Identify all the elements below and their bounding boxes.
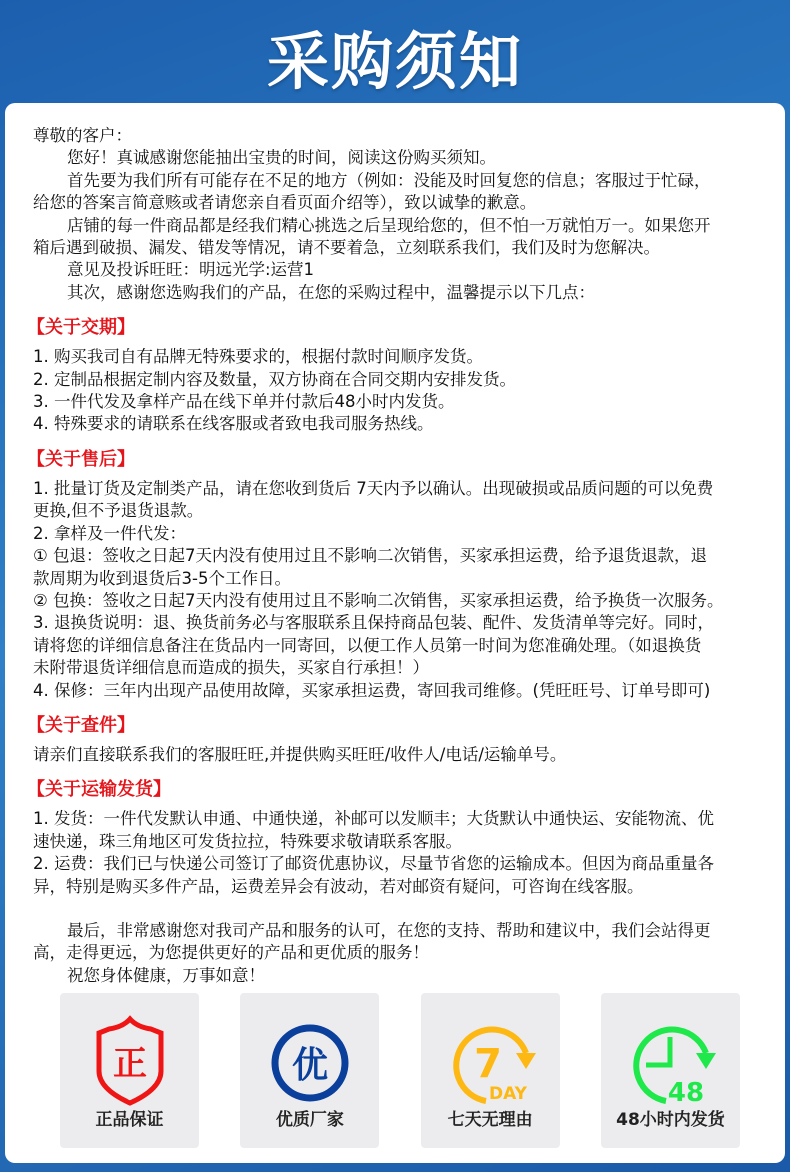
- intro-line: 尊敬的客户：: [33, 126, 132, 145]
- section-line: 速快递，珠三角地区可发货拉拉，特殊要求敬请联系客服。: [33, 831, 462, 851]
- section-line: ① 包退：签收之日起7天内没有使用过且不影响二次销售，买家承担运费，给予退货退款，退: [33, 546, 708, 566]
- day-glyph: DAY: [488, 1084, 527, 1104]
- section-line: 1. 购买我司自有品牌无特殊要求的，根据付款时间顺序发货。: [33, 347, 483, 367]
- badge-quality: [240, 993, 379, 1148]
- badge-label: 正品保证: [95, 1110, 164, 1130]
- intro-line: 其次，感谢您选购我们的产品，在您的采购过程中，温馨提示以下几点：: [67, 282, 595, 302]
- seven-day-icon: [446, 1013, 536, 1108]
- badge-label: 七天无理由: [447, 1110, 533, 1130]
- section-line: 请亲们直接联系我们的客服旺旺,并提供购买旺旺/收件人/电话/运输单号。: [33, 744, 567, 764]
- seven-glyph: 7: [473, 1041, 502, 1087]
- closing-line: 高，走得更远，为您提供更好的产品和更优质的服务！: [33, 943, 429, 963]
- badge-genuine: [60, 993, 199, 1148]
- section-heading: 【关于交期】: [27, 317, 135, 339]
- section-line: 款周期为收到退货后3-5个工作日。: [33, 568, 291, 588]
- badge-seven-day: [421, 993, 560, 1148]
- section-line: 1. 批量订货及定制类产品，请在您收到货后 7天内予以确认。出现破损或品质问题的可以免费: [33, 478, 714, 498]
- section-line: 2. 定制品根据定制内容及数量，双方协商在合同交期内安排发货。: [33, 369, 516, 389]
- section-heading: 【关于查件】: [27, 714, 135, 736]
- shield-glyph: 正: [113, 1044, 147, 1084]
- intro-line: 给您的答案言简意赅或者请您亲自看页面介绍等），致以诚挚的歉意。: [33, 193, 537, 213]
- spacer: [33, 898, 768, 920]
- section-line: 3. 退换货说明：退、换货前务必与客服联系且保持商品包装、配件、发货清单等完好。同时，: [33, 613, 714, 633]
- section-line: 2. 拿样及一件代发：: [33, 523, 186, 543]
- intro-line: 箱后遇到破损、漏发、错发等情况，请不要着急，立刻联系我们，我们及时为您解决。: [33, 238, 660, 258]
- notice-content: [27, 125, 768, 987]
- section-line: 2. 运费：我们已与快递公司签订了邮资优惠协议，尽量节省您的运输成本。但因为商品重量各: [33, 854, 714, 874]
- section-line: 4. 特殊要求的请联系在线客服或者致电我司服务热线。: [33, 414, 434, 434]
- section-line: 更换,但不予退货退款。: [33, 501, 204, 521]
- section-line: 4. 保修：三年内出现产品使用故障，买家承担运费，寄回我司维修。(凭旺旺号、订单号即可): [33, 680, 711, 700]
- badge-label: 优质厂家: [275, 1110, 344, 1130]
- quality-glyph: 优: [292, 1045, 329, 1086]
- section-line: 3. 一件代发及拿样产品在线下单并付款后48小时内发货。: [33, 392, 455, 412]
- section-line: 请将您的详细信息备注在货品内一同寄回，以便工作人员第一时间为您准确处理。（如退换货: [33, 635, 702, 655]
- section-line: ② 包换：签收之日起7天内没有使用过且不影响二次销售，买家承担运费，给予换货一次服务。: [33, 590, 724, 610]
- closing-line: 祝您身体健康，万事如意！: [67, 965, 265, 985]
- intro-line: 您好！真诚感谢您能抽出宝贵的时间，阅读这份购买须知。: [67, 148, 496, 168]
- closing-line: 最后，非常感谢您对我司产品和服务的认可，在您的支持、帮助和建议中，我们会站得更: [67, 920, 711, 940]
- intro-line: 店铺的每一件商品都是经我们精心挑选之后呈现给您的，但不怕一万就怕万一。如果您开: [67, 215, 711, 235]
- section-heading: 【关于运输发货】: [27, 779, 171, 801]
- intro-line: 首先要为我们所有可能存在不足的地方（例如：没能及时回复您的信息；客服过于忙碌，: [67, 170, 711, 190]
- badge-48h: [601, 993, 740, 1148]
- notice-card: [5, 103, 785, 1163]
- badge-row: [60, 993, 740, 1148]
- clock-48-glyph: 48: [667, 1078, 705, 1108]
- quality-circle-icon: [265, 1013, 355, 1108]
- section-heading: 【关于售后】: [27, 448, 135, 470]
- page-title: 采购须知: [266, 25, 523, 98]
- section-line: 异，特别是购买多件产品，运费差异会有波动，若对邮资有疑问，可咨询在线客服。: [33, 876, 644, 896]
- intro-line: 意见及投诉旺旺：明远光学:运营1: [67, 260, 315, 280]
- clock-48-icon: [626, 1013, 716, 1108]
- section-line: 1. 发货：一件代发默认申通、中通快递，补邮可以发顺丰；大货默认中通快运、安能物流、优: [33, 809, 714, 829]
- section-line: 未附带退货详细信息而造成的损失，买家自行承担！）: [33, 658, 429, 678]
- shield-icon: [85, 1013, 175, 1108]
- badge-label: 48小时内发货: [616, 1110, 725, 1130]
